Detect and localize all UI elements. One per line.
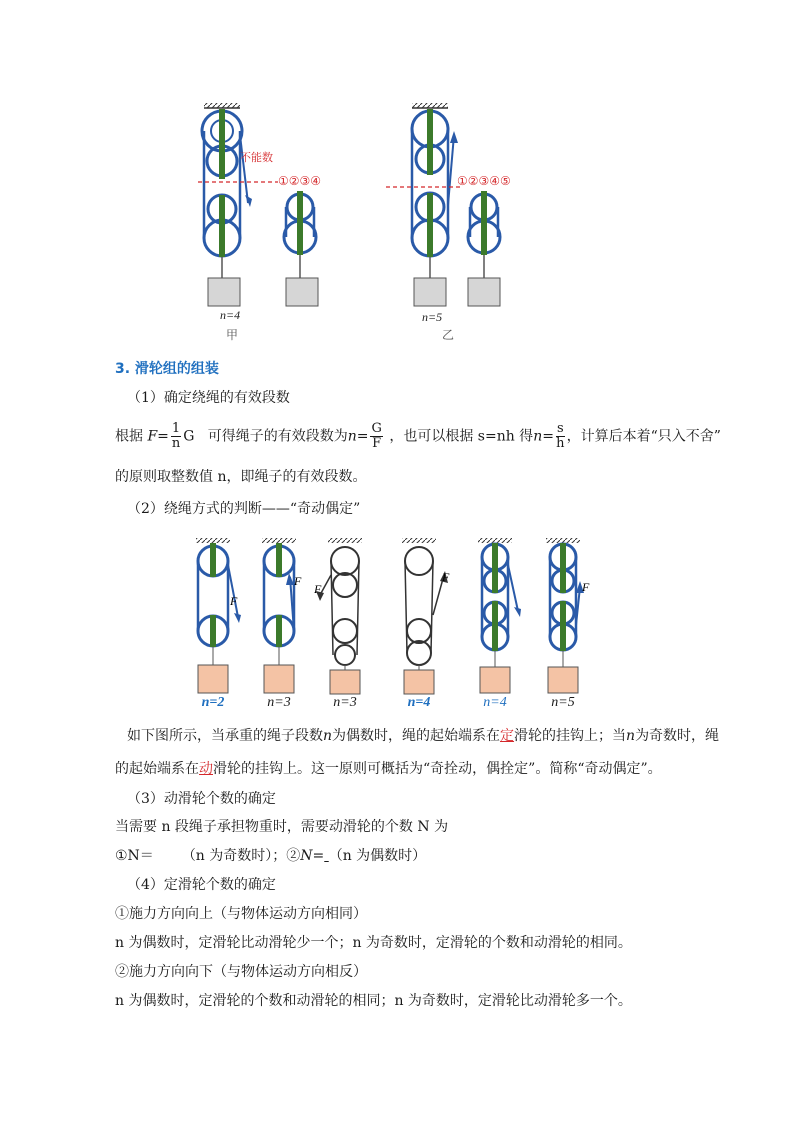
- formula-end: ，计算后本着“只入不舍”: [566, 428, 721, 445]
- fraction-s-over-h: [556, 422, 565, 451]
- sub4-case1-title: ①施力方向向上（与物体运动方向相同）: [115, 906, 367, 922]
- figure-label-4: n=4: [407, 695, 431, 710]
- figure-n4-a: [402, 538, 448, 694]
- frac2-den: F: [372, 436, 382, 451]
- sub4-case2-text: n 为偶数时，定滑轮的个数和动滑轮的相同；n 为奇数时，定滑轮比动滑轮多一个。: [115, 993, 632, 1009]
- right-pulley-system: [386, 103, 462, 306]
- sub3-line1: 当需要 n 段绳子承担物重时，需要动滑轮的个数 N 为: [115, 819, 449, 835]
- formula-F: F=: [147, 428, 169, 445]
- cannot-count-annotation: 不能数: [240, 152, 273, 164]
- rule-text-d: 为奇数时，绳: [635, 728, 720, 744]
- sub3-odd-note: （n 为奇数时）；②: [181, 848, 301, 864]
- formula-n-eq-2: n=: [533, 428, 554, 445]
- rule-text-c: 滑轮的挂钩上；当: [514, 728, 627, 744]
- left-caption: 甲: [226, 328, 239, 342]
- frac1-num: 1: [171, 421, 181, 436]
- subsection-2-title: （2）绕绳方式的判断——“奇动偶定”: [127, 501, 361, 517]
- sub4-case2-title: ②施力方向向下（与物体运动方向相反）: [115, 964, 367, 980]
- section-heading: 3. 滑轮组的组装: [115, 361, 219, 377]
- force-label-6: F: [582, 580, 590, 594]
- figure-label-2: n=3: [267, 695, 291, 710]
- figure-n5: [546, 538, 584, 693]
- rule-n-1: n: [323, 728, 333, 744]
- subsection-3-title: （3）动滑轮个数的确定: [127, 791, 276, 807]
- subsection-1-title: （1）确定绕绳的有效段数: [127, 390, 290, 406]
- figure-n3-a: [262, 538, 296, 693]
- right-n-label: n=5: [422, 310, 443, 324]
- formula-after: ，也可以根据 s=nh 得: [389, 428, 534, 445]
- sub3-even-note: （n 为偶数时）: [328, 848, 427, 864]
- rule-ding-highlight: 定: [500, 728, 515, 744]
- rule-text-e: 的起始端系在: [115, 761, 199, 777]
- subsection-4-title: （4）定滑轮个数的确定: [127, 877, 276, 893]
- force-label-4: F: [442, 570, 450, 584]
- sub4-case1-text: n 为偶数时，定滑轮比动滑轮少一个；n 为奇数时，定滑轮的个数和动滑轮的相同。: [115, 935, 632, 951]
- formula-line: [115, 422, 721, 451]
- figure-n2: [196, 538, 241, 693]
- figure-n3-b: [316, 538, 362, 694]
- figure-label-6: n=5: [551, 695, 575, 710]
- figure-label-3: n=3: [333, 695, 357, 710]
- sub3-line2: [115, 847, 426, 865]
- rule-text-b: 为偶数时，绳的起始端系在: [332, 728, 501, 744]
- rule-paragraph-line2: [115, 760, 662, 778]
- figure-label-1: n=2: [201, 695, 225, 710]
- formula-mid: 可得绳子的有效段数为: [207, 428, 348, 445]
- formula-intro: 根据: [115, 428, 143, 445]
- formula-G: G: [183, 428, 195, 445]
- fraction-1-over-n: [171, 422, 181, 451]
- paragraph-integer-rule: 的原则取整数值 n，即绳子的有效段数。: [115, 469, 367, 485]
- frac3-num: s: [556, 421, 564, 436]
- circled-numbers-left: ①②③④: [278, 174, 322, 188]
- rule-dong-highlight: 动: [199, 761, 213, 777]
- sub3-N-eq: N=: [300, 848, 325, 864]
- rule-text-f: 滑轮的挂钩上。这一原则可概括为“奇拴动，偶拴定”。简称“奇动偶定”。: [213, 761, 662, 777]
- winding-methods-figure: [180, 535, 600, 710]
- frac1-den: n: [171, 436, 181, 451]
- figure-n4-b: [478, 538, 521, 693]
- left-pulley-simplified: [278, 174, 321, 306]
- circled-numbers-right: ①②③④⑤: [457, 174, 511, 188]
- force-label-2: F: [294, 574, 302, 588]
- frac2-num: G: [371, 421, 382, 436]
- fraction-G-over-F: [370, 422, 382, 451]
- sub3-item1: ①N＝: [115, 848, 154, 864]
- frac3-den: h: [556, 436, 565, 451]
- rule-paragraph-line1: [127, 727, 719, 745]
- left-n-label: n=4: [220, 308, 241, 322]
- right-caption: 乙: [442, 328, 455, 342]
- pulley-comparison-figure: [190, 95, 540, 355]
- rule-n-2: n: [626, 728, 636, 744]
- figure-label-5: n=4: [483, 695, 507, 710]
- force-label-1: F: [230, 594, 238, 608]
- left-pulley-system: [198, 103, 278, 306]
- right-pulley-simplified: [457, 174, 511, 306]
- rule-text-a: 如下图所示，当承重的绳子段数: [127, 728, 323, 744]
- force-label-3: F: [314, 582, 322, 596]
- formula-n-eq: n=: [347, 428, 369, 445]
